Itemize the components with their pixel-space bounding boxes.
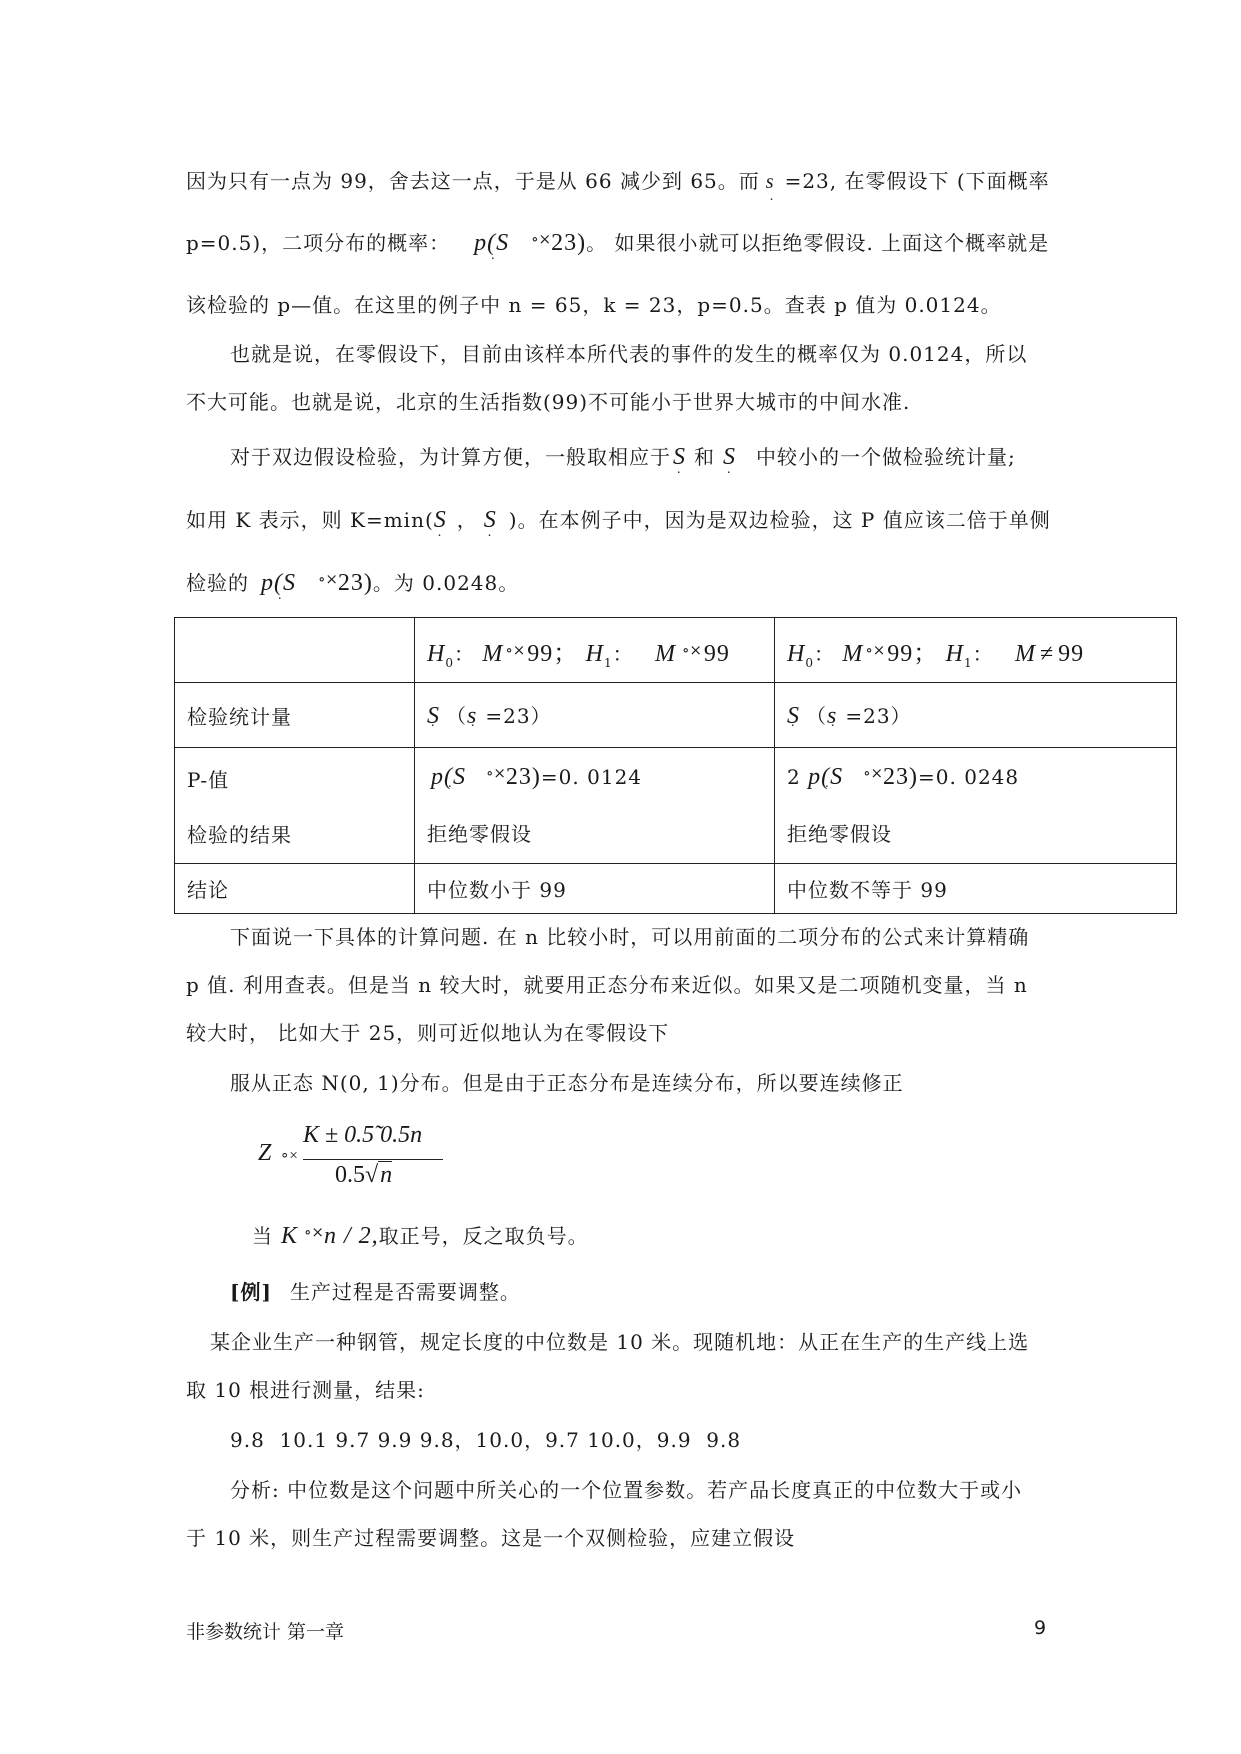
analysis-line2: 于 10 米，则生产过程需要调整。这是一个双侧检验，应建立假设 — [186, 1526, 796, 1550]
math-n: n — [380, 1162, 393, 1188]
footer-chapter: 非参数统计 第一章 — [186, 1621, 345, 1643]
math-s: s . — [467, 703, 477, 729]
symbol-glyph: ∘× — [505, 640, 526, 659]
formula-denominator — [335, 1162, 392, 1189]
pvalue-label: P-值 — [187, 767, 230, 792]
paragraph2-line1: 也就是说，在零假设下，目前由该样本所代表的事件的发生的概率仅为 0.0124，所以 — [230, 342, 1028, 366]
table-header-two-sided: $H_0$： M ∘×99； $H_1$： M ≠ 99 — [775, 618, 1177, 683]
math-S: (S . — [444, 764, 466, 790]
paragraph4-line3: 较大时， 比如大于 25，则可近似地认为在零假设下 — [186, 1021, 670, 1045]
paragraph1-line2 — [186, 229, 1049, 259]
formula-numerator: K ± 0.5̃ 0.5n — [303, 1122, 423, 1148]
text-run: 因为只有一点为 99，舍去这一点，于是从 66 减少到 65。而 — [186, 169, 760, 193]
not-equal-sign: ≠ — [1039, 640, 1055, 667]
page-number: 9 — [1034, 1617, 1047, 1639]
table-cell-conclusion-two-sided: 中位数不等于 99 — [775, 864, 1177, 914]
result-text: 拒绝零假设 — [427, 822, 532, 846]
symbol-glyph: ∘× — [318, 570, 338, 588]
fraction-bar — [303, 1159, 443, 1160]
text-run: 当 — [252, 1224, 273, 1248]
math-M: M — [654, 640, 676, 667]
table-label-cell — [175, 748, 415, 864]
math-p: p — [474, 230, 488, 256]
symbol-glyph: ∘× — [863, 764, 884, 782]
paragraph2-line2: 不大可能。也就是说，北京的生活指数(99)不可能小于世界大城市的中间水准. — [186, 390, 911, 414]
math-value: 99； — [887, 640, 939, 667]
result-label: 检验的结果 — [187, 822, 292, 847]
math-H: H — [585, 640, 604, 667]
math-p: p — [261, 570, 274, 596]
table-row-statistic — [175, 683, 1177, 748]
text-run: 如用 K 表示，则 K=min( — [186, 508, 434, 532]
table-row-pvalue-result — [175, 748, 1177, 864]
subscript: 1 — [603, 655, 613, 670]
math-H: H — [427, 640, 446, 667]
text-run: 2 — [787, 765, 801, 789]
text-run: 。为 0.0248。 — [372, 571, 520, 595]
math-value: 99 — [1058, 640, 1085, 667]
math-value: 99； — [527, 640, 579, 667]
symbol-glyph: ∘× — [486, 764, 506, 782]
table-header-one-sided: $H_0$： M ∘×99； $H_1$： M ∘×99 — [415, 618, 775, 683]
math-S: S . — [484, 507, 497, 533]
math-Z: Z — [258, 1140, 272, 1166]
subscript: 1 — [963, 655, 973, 670]
table-label-cell: 结论 — [175, 864, 415, 914]
math-value: 23) — [883, 764, 919, 790]
math-S: S . — [434, 507, 447, 533]
math-s: s . — [827, 703, 837, 729]
paragraph4-line2: p 值. 利用查表。但是当 n 较大时，就要用正态分布来近似。如果又是二项随机变量，当 n — [186, 973, 1028, 997]
paragraph4-line4: 服从正态 N(0, 1)分布。但是由于正态分布是连续分布，所以要连续修正 — [230, 1071, 904, 1095]
math-p: p — [808, 764, 822, 790]
table-cell-pvalue-two-sided — [775, 748, 1177, 864]
math-S: S . — [673, 444, 686, 470]
example-heading — [230, 1278, 521, 1306]
math-M: M — [842, 640, 864, 667]
paragraph1-line1 — [186, 167, 1050, 196]
math-S: S . — [723, 444, 736, 470]
math-S: (S . — [487, 230, 509, 256]
result-text: 拒绝零假设 — [787, 822, 892, 846]
text-run: 和 — [694, 445, 715, 469]
example-line2: 取 10 根进行测量，结果: — [186, 1378, 425, 1402]
math-expression: n / 2, — [323, 1223, 379, 1249]
math-S: (S . — [274, 570, 296, 596]
example-line1: 某企业生产一种钢管，规定长度的中位数是 10 米。现随机地：从正在生产的生产线上选 — [210, 1330, 1030, 1354]
text-run: p=0.5)，二项分布的概率： — [186, 231, 451, 255]
math-symbol-s: s . — [766, 171, 775, 193]
table-cell-statistic-two-sided — [775, 683, 1177, 748]
symbol-glyph: ∘× — [681, 640, 702, 659]
symbol-glyph: ∘× — [304, 1223, 324, 1241]
text-run: =23, 在零假设下 (下面概率 — [784, 169, 1050, 193]
sqrt-sign: √ — [365, 1162, 379, 1188]
example-title: 生产过程是否需要调整。 — [289, 1280, 521, 1304]
math-K: K — [281, 1223, 299, 1249]
text-run: （ — [806, 704, 827, 728]
math-M: M — [482, 640, 504, 667]
text-run: 检验的 — [186, 571, 249, 595]
paragraph3-line3 — [186, 569, 519, 599]
math-H: H — [945, 640, 964, 667]
text-run: （ — [446, 704, 467, 728]
table-header-row — [175, 618, 1177, 683]
analysis-line1: 分析: 中位数是这个问题中所关心的一个位置参数。若产品长度真正的中位数大于或小 — [230, 1478, 1023, 1502]
subscript: 0 — [445, 655, 454, 670]
paragraph4-line1: 下面说一下具体的计算问题. 在 n 比较小时，可以用前面的二项分布的公式来计算精确 — [230, 925, 1030, 949]
text-run: )。在本例子中，因为是双边检验，这 P 值应该二倍于单侧 — [508, 508, 1051, 532]
symbol-glyph: ∘× — [280, 1148, 298, 1164]
table-cell-statistic-one-sided — [415, 683, 775, 748]
text-run: =23） — [485, 704, 552, 728]
text-run: ， — [456, 508, 478, 532]
math-H: H — [787, 640, 806, 667]
hypothesis-table — [174, 617, 1177, 914]
paragraph1-line3: 该检验的 p—值。在这里的例子中 n = 65，k = 23，p=0.5。查表 p 值为 0.0124。 — [186, 293, 1002, 317]
math-value: 23) — [551, 230, 587, 256]
text-run: =23） — [845, 704, 912, 728]
text-run: 取正号，反之取负号。 — [378, 1224, 589, 1248]
text-run: 。 如果很小就可以拒绝零假设. 上面这个概率就是 — [586, 231, 1050, 255]
math-S: (S . — [821, 764, 843, 790]
math-value: 23) — [505, 764, 541, 790]
symbol-glyph: ∘× — [865, 640, 886, 659]
paragraph3-line1 — [230, 443, 1016, 471]
text-run: 对于双边假设检验，为计算方便，一般取相应于 — [230, 445, 671, 469]
example-tag: [例] — [230, 1280, 272, 1304]
table-label-cell: 检验统计量 — [175, 683, 415, 748]
paragraph3-line2 — [186, 506, 1051, 534]
pvalue: =0. 0248 — [918, 765, 1020, 789]
math-M: M — [1014, 640, 1036, 667]
text-run: 0.5 — [335, 1162, 365, 1188]
math-value: 23) — [337, 570, 373, 596]
math-S: S . — [427, 703, 440, 729]
sign-rule-line — [252, 1222, 589, 1252]
math-value: 99 — [703, 640, 730, 667]
table-cell-conclusion-one-sided: 中位数小于 99 — [415, 864, 775, 914]
subscript: 0 — [805, 655, 814, 670]
text-run: 中较小的一个做检验统计量; — [756, 445, 1016, 469]
table-cell-pvalue-one-sided — [415, 748, 775, 864]
symbol-glyph: ∘× — [531, 230, 552, 248]
math-S: S . — [787, 703, 800, 729]
example-data: 9.8 10.1 9.7 9.9 9.8，10.0，9.7 10.0，9.9 9.8 — [230, 1428, 742, 1452]
pvalue: =0. 0124 — [540, 765, 643, 789]
math-p: p — [431, 764, 444, 790]
table-cell-empty — [175, 618, 415, 683]
table-row-conclusion — [175, 864, 1177, 914]
